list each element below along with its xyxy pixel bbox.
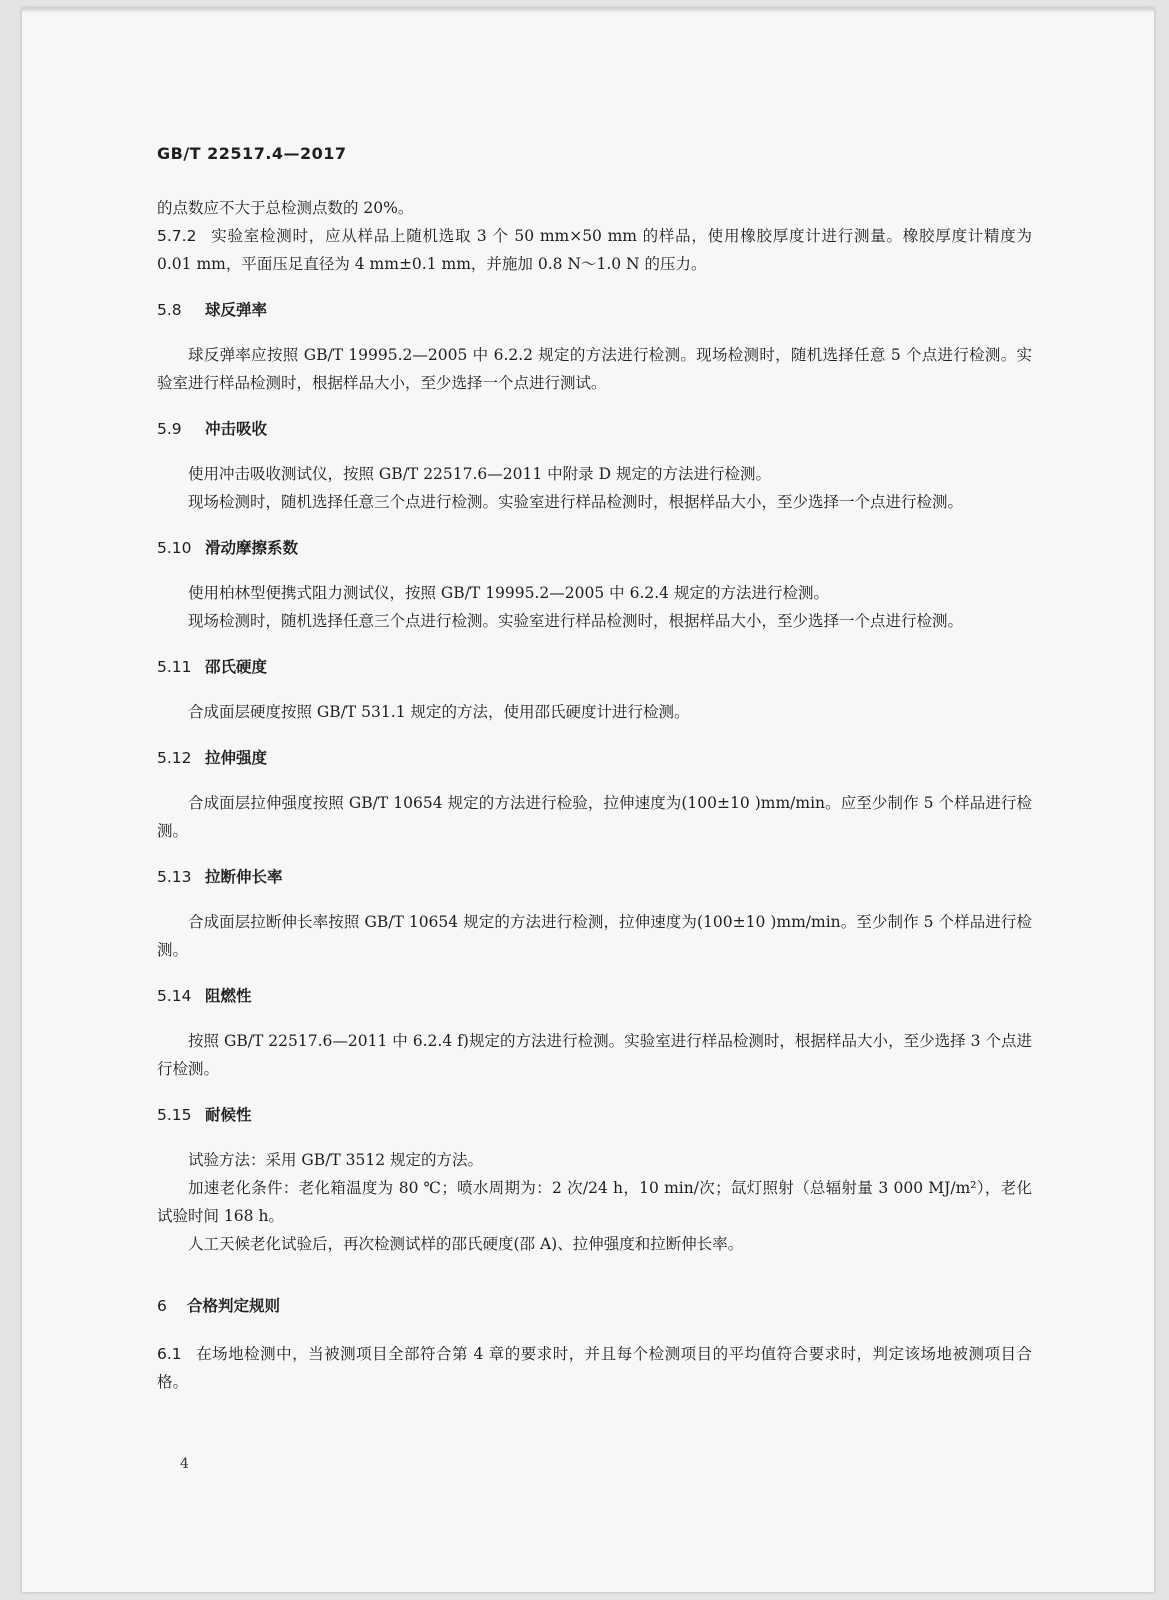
section-paragraph: 使用柏林型便携式阻力测试仪，按照 GB/T 19995.2—2005 中 6.2.4 规定的方法进行检测。 <box>188 584 829 602</box>
section-number: 5.10 <box>157 539 192 557</box>
section-heading <box>157 653 1032 681</box>
section-paragraph: 使用冲击吸收测试仪，按照 GB/T 22517.6—2011 中附录 D 规定的方法进行检测。 <box>188 465 771 483</box>
section-heading <box>157 1101 1032 1129</box>
clause-number: 6.1 <box>157 1345 182 1363</box>
sections-container <box>157 296 1032 1258</box>
section-title: 阻燃性 <box>205 987 252 1005</box>
page-number: 4 <box>180 1456 189 1472</box>
section-number: 5.9 <box>157 420 182 438</box>
section-paragraph: 现场检测时，随机选择任意三个点进行检测。实验室进行样品检测时，根据样品大小，至少选择一个点进行检测。 <box>188 612 964 630</box>
document-page <box>22 8 1154 1592</box>
chapter-number: 6 <box>157 1297 167 1315</box>
clause-number: 5.7.2 <box>157 227 197 245</box>
section-paragraph: 人工天候老化试验后，再次检测试样的邵氏硬度(邵 A)、拉伸强度和拉断伸长率。 <box>188 1235 744 1253</box>
intro-line: 的点数应不大于总检测点数的 20%。 <box>157 199 414 217</box>
page-content <box>157 144 1032 1396</box>
section-heading <box>157 296 1032 324</box>
section-number: 5.8 <box>157 301 182 319</box>
section-title: 拉断伸长率 <box>205 868 283 886</box>
section-title: 冲击吸收 <box>205 420 268 438</box>
section-paragraph: 合成面层拉伸强度按照 GB/T 10654 规定的方法进行检验，拉伸速度为(100±10 )mm/min。应至少制作 5 个样品进行检测。 <box>157 794 1032 840</box>
standard-header: GB/T 22517.4—2017 <box>157 144 347 163</box>
section-number: 5.13 <box>157 868 192 886</box>
section-heading <box>157 534 1032 562</box>
clause-text: 实验室检测时，应从样品上随机选取 3 个 50 mm×50 mm 的样品，使用橡胶厚度计进行测量。橡胶厚度计精度为 0.01 mm，平面压足直径为 4 mm±0.1 mm，并施加 0.8 N～1.0 N 的压力。 <box>157 227 1032 273</box>
clause-text: 在场地检测中，当被测项目全部符合第 4 章的要求时，并且每个检测项目的平均值符合要求时，判定该场地被测项目合格。 <box>157 1345 1032 1391</box>
section-number: 5.12 <box>157 749 192 767</box>
clause-5-7-2 <box>157 222 1032 278</box>
section-number: 5.14 <box>157 987 192 1005</box>
section-heading <box>157 744 1032 772</box>
section-paragraph: 按照 GB/T 22517.6—2011 中 6.2.4 f)规定的方法进行检测。实验室进行样品检测时，根据样品大小，至少选择 3 个点进行检测。 <box>157 1032 1032 1078</box>
section-number: 5.11 <box>157 658 192 676</box>
section-paragraph: 球反弹率应按照 GB/T 19995.2—2005 中 6.2.2 规定的方法进行检测。现场检测时，随机选择任意 5 个点进行检测。实验室进行样品检测时，根据样品大小，至少选择一个点进行测试。 <box>157 346 1032 392</box>
section-heading <box>157 863 1032 891</box>
section-number: 5.15 <box>157 1106 192 1124</box>
section-paragraph: 合成面层硬度按照 GB/T 531.1 规定的方法，使用邵氏硬度计进行检测。 <box>188 703 690 721</box>
section-paragraph: 合成面层拉断伸长率按照 GB/T 10654 规定的方法进行检测，拉伸速度为(100±10 )mm/min。至少制作 5 个样品进行检测。 <box>157 913 1032 959</box>
section-heading <box>157 982 1032 1010</box>
clause-6-1 <box>157 1340 1032 1396</box>
section-paragraph: 现场检测时，随机选择任意三个点进行检测。实验室进行样品检测时，根据样品大小，至少选择一个点进行检测。 <box>188 493 964 511</box>
section-title: 球反弹率 <box>205 301 268 319</box>
section-title: 滑动摩擦系数 <box>205 539 299 557</box>
section-title: 邵氏硬度 <box>205 658 268 676</box>
chapter-title: 合格判定规则 <box>187 1297 281 1315</box>
chapter-heading <box>157 1292 1032 1320</box>
section-title: 耐候性 <box>205 1106 252 1124</box>
section-paragraph: 加速老化条件：老化箱温度为 80 ℃；喷水周期为：2 次/24 h，10 min/次；氙灯照射（总辐射量 3 000 MJ/m²），老化试验时间 168 h。 <box>157 1179 1032 1225</box>
section-paragraph: 试验方法：采用 GB/T 3512 规定的方法。 <box>188 1151 484 1169</box>
section-heading <box>157 415 1032 443</box>
section-title: 拉伸强度 <box>205 749 268 767</box>
